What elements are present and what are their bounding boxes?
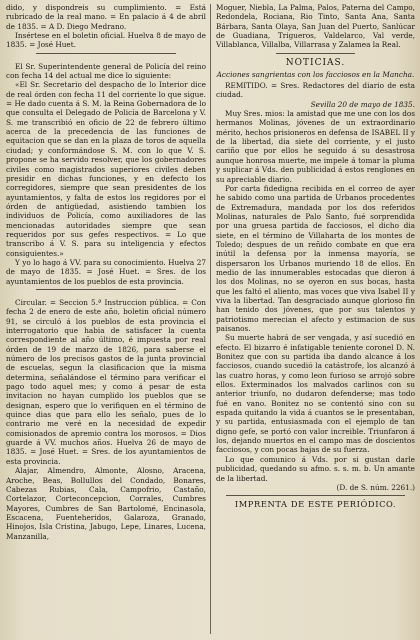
- town-list: Alajar, Almendro, Almonte, Alosno, Aracena, Aroche, Beas, Bollullos del Condado, Bonares, Cabezas Rubias, Cala, Campofrio, Castaño, Cortelazor, Corteconcepcion, Corrales, Cumbres Mayores, Cumbres de San Bartolomé, Encinasola, Escacena, Fuenteheridos, Galaroza, Granado, Hinojos, Isla Cristina, Jabugo, Lepe, Linares, Lucena, Manzanilla,: [6, 466, 206, 541]
- divider-rule: [276, 53, 355, 54]
- divider-rule: [36, 53, 176, 54]
- right-column: [216, 3, 415, 637]
- paragraph: Muy Sres. mios: la amistad que me une con los dos hermanos Molinas, jóvenes de un extraordinario mérito, hechos prisioneros en defensa de ISABEL II y de la libertad, dia siete del corriente, y el justo cariño que por ellos he seguido á su desastrosa aunque honrosa muerte, me impele á tomar la pluma y suplicar á Vds. den publicidad á estos renglones en su apreciable diario.: [216, 109, 415, 184]
- paragraph: El Sr. Superintendente general de Policía del reino con fecha 14 del actual me dice lo siguiente:: [6, 61, 206, 81]
- printer-imprint: IMPRENTA DE ESTE PERIÓDICO.: [234, 499, 397, 510]
- paragraph: Por carta fidedigna recibida en el correo de ayer he sabido como una partida de Urbanos procedentes de Extremadura, mandada por los dos referidos Molinas, naturales de Palo Santo, fué sorprendida por una gruesa partida de facciosos, el dicho dia siete, en el término de Villaharta de los montes de Toledo; despues de un reñido combate en que era inútil la defensa por la inmensa mayoría, se dispersaron los Urbanos muriendo 18 de ellos. En medio de las innumerables estocadas que dieron á los dos Molinas, no se oyeron en sus bocas, hasta que les faltó el aliento, mas voces que viva Isabel II y viva la libertad. Tan desgraciado aunque glorioso fin han tenido dos jóvenes, que por sus talentos y patriotismo merecian el afecto y estimacion de sus paisanos.: [216, 183, 415, 333]
- paragraph: «El Sr. Secretario del despacho de lo Interior dice de real órden con fecha 11 del corriente lo que sigue. = He dado cuenta á S. M. la Reina Gobernadora de lo que consulta el Delegado de Policía de Barcelona y V. S. me transcribió en oficio de 22 de febrero último acerca de la precedencia de las funciones de equitacion que se dan en la plaza de toros de aquella ciudad; y conformándose S. M. con lo que V. S. propone se ha servido resolver, que los gobernadores civiles como magistrados superiores civiles deben presidir en dichas funciones, y en defecto los corregidores, siempre que sean presidentes de los ayuntamientos, y falta de estos los regidores por el órden de antigüedad, asistiendo tambien los individuos de Policía, como auxiliadores de las mencionadas autoridades siempre que sean requeridos por sus gefes respectivos. = Lo que transcribo á V. S. para su inteligencia y efectos consiguientes.»: [6, 80, 206, 258]
- paragraph: Su muerte habrá de ser vengada, y así sucedió en efecto. El bizarro é infatigable teniente coronel D. N. Bonitez que con su partida iba dando alcance á los facciosos, cuando sucedió la catástrofe, los alcanzó á las cuatro horas, y como leon furioso se arrojó sobre ellos. Exterminados los malvados carlinos con su anterior triunfo, no dudaron defenderse; mas todo fué en vano. Bonitez no se contentó sino con su espada quitando la vida á cuantos se le presentaban, y su partida, entusiasmada con el ejemplo de tan digno gefe, se portó con valor increible. Triunfaron á los, dejando muertos en el campo mas de doscientos facciosos, y con pocas bajas de su fuerza.: [216, 333, 415, 455]
- paragraph: Circular. = Seccion 5.ª Instruccion pública. = Con fecha 2 de enero de este año, boletin oficial número 91, se circuló á los pueblos de esta provincia el interrogatorio que habia de satisfacer la cuenta correspondiente al año último, é impuesta por real órden de 19 de marzo de 1826, para saberse el número de los precisos gastos de la junta provincial de escuelas, segun la clasificacion que la misma determina, señalándose el término para verificar el pago todo aquel mes; y como á pesar de esta invitacion no hayan cumplido los pueblos que se designan, espero que lo verifiquen en el término de quince dias que para ello les señalo, pues de lo contrario me veré en la necesidad de expedir comisionados de apremio contra los morosos. = Dios guarde á VV. muchos años. Huelva 26 de mayo de 1835. = José Huet. = Sres. de los ayuntamientos de esta provincia.: [6, 297, 206, 466]
- paragraph: Y yo lo hago á VV. para su conocimiento. Huelva 27 de mayo de 1835. = José Huet. = Sres. de los ayuntamientos de los pueblos de esta provincia.: [6, 257, 206, 286]
- paragraph: REMITIDO. = Sres. Redactores del diario de esta ciudad.: [216, 81, 415, 100]
- attribution: (D. de S. núm. 2261.): [336, 482, 415, 492]
- divider-rule: [36, 289, 176, 290]
- left-column: [6, 3, 206, 637]
- paragraph: Lo que comunico á Vds. por si gustan darle publicidad, quedando su afmo. s. s. m. b. Un amante de la libertad.: [216, 454, 415, 483]
- dateline: Sevilla 20 de mayo de 1835.: [310, 99, 415, 109]
- column-divider: [210, 4, 211, 634]
- divider-rule: [226, 495, 405, 496]
- section-subheading: Acciones sangrientas con los facciosos en la Mancha.: [216, 69, 415, 79]
- town-list-continued: Moguer, Niebla, La Palma, Palos, Paterna del Campo, Redondela, Rociana, Rio Tinto, Santa Ana, Santa Bárbara, Santa Olaya, San Juan del Puerto, Sanlúcar de Guadiana, Trigueros, Valdelarco, Val verde, Villablanca, Villalba, Villarrasa y Zalamea la Real.: [216, 3, 415, 50]
- paragraph: dido, y dispondreis su cumplimiento. = Está rubricado de la real mano. = En palacio á 4 de abril de 1835. = A D. Diego Medrano.: [6, 3, 206, 31]
- paragraph: Insértese en el boletin oficial. Huelva 8 de mayo de 1835. = José Huet.: [6, 31, 206, 50]
- section-heading: NOTICIAS.: [285, 57, 346, 68]
